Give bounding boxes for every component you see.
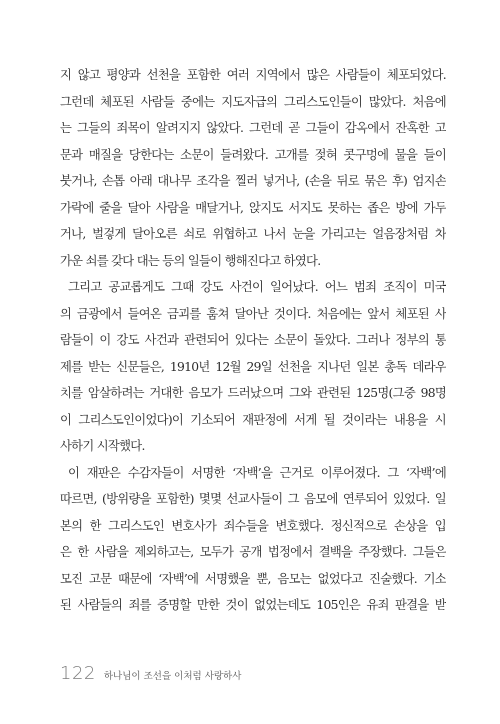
text-line: 사하기 시작했다. [60, 439, 145, 453]
text-line: 는 그들의 죄목이 알려지지 않았다. 그런데 곧 그들이 감옥에서 잔혹한 고 [60, 121, 446, 135]
text-line: 가운 쇠를 갖다 대는 등의 일들이 행해진다고 하였다. [60, 253, 321, 268]
text-line: 본의 한 그리스도인 변호사가 죄수들을 변호했다. 정신적으로 손상을 입 [60, 518, 446, 533]
text-line: 지 않고 평양과 선천을 포함한 여러 지역에서 많은 사람들이 체포되었다. [60, 68, 446, 82]
text-line: 거나, 벌겋게 달아오른 쇠로 위협하고 나서 눈을 가리고는 얼음장처럼 차 [60, 227, 446, 241]
text-line: 그런데 체포된 사람들 중에는 지도자급의 그리스도인들이 많았다. 처음에 [60, 94, 446, 109]
text-line: 모진 고문 때문에 ‘자백’에 서명했을 뿐, 음모는 없었다고 진술했다. 기소 [60, 571, 446, 586]
text-line: 은 한 사람을 제외하고는, 모두가 공개 법정에서 결백을 주장했다. 그들은 [60, 545, 446, 559]
text-line: 된 사람들의 죄를 증명할 만한 것이 없었는데도 105인은 유죄 판결을 받 [60, 598, 446, 612]
text-line: 이 그리스도인이었다)이 기소되어 재판정에 서게 될 것이라는 내용을 시 [60, 412, 446, 427]
running-title: 하나님이 조선을 이처럼 사랑하사 [103, 671, 242, 682]
text-line: 이 재판은 수감자들이 서명한 ‘자백’을 근거로 이루어졌다. 그 ‘자백’에 [68, 465, 446, 480]
page-footer [60, 663, 241, 684]
text-line: 치를 암살하려는 거대한 음모가 드러났으며 그와 관련된 125명(그중 98명 [60, 386, 446, 400]
paragraph-2 [60, 274, 446, 460]
text-line: 그리고 공교롭게도 그때 강도 사건이 일어났다. 어느 범죄 조직이 미국 [68, 280, 446, 294]
text-line: 람들이 이 강도 사건과 관련되어 있다는 소문이 돌았다. 그러나 정부의 통 [60, 333, 446, 347]
page-number: 122 [60, 663, 96, 684]
text-line: 의 금광에서 들여온 금괴를 훔쳐 달아난 것이다. 처음에는 앞서 체포된 사 [60, 306, 446, 321]
text-line: 가락에 줄을 달아 사람을 매달거나, 앉지도 서지도 못하는 좁은 방에 가두 [60, 200, 446, 215]
text-line: 따르면, (방위량을 포함한) 몇몇 선교사들이 그 음모에 연루되어 있었다. 일 [60, 492, 446, 506]
paragraph-3 [60, 460, 446, 619]
body-text [60, 62, 446, 619]
text-line: 제를 받는 신문들은, 1910년 12월 29일 선천을 지나던 일본 총독 데라우 [60, 359, 446, 374]
text-line: 붓거나, 손톱 아래 대나무 조각을 찔러 넣거나, (손을 뒤로 묶은 후) 엄지손 [60, 174, 446, 188]
text-line: 문과 매질을 당한다는 소문이 들려왔다. 고개를 젖혀 콧구멍에 물을 들이 [60, 147, 446, 162]
paragraph-1 [60, 62, 446, 274]
